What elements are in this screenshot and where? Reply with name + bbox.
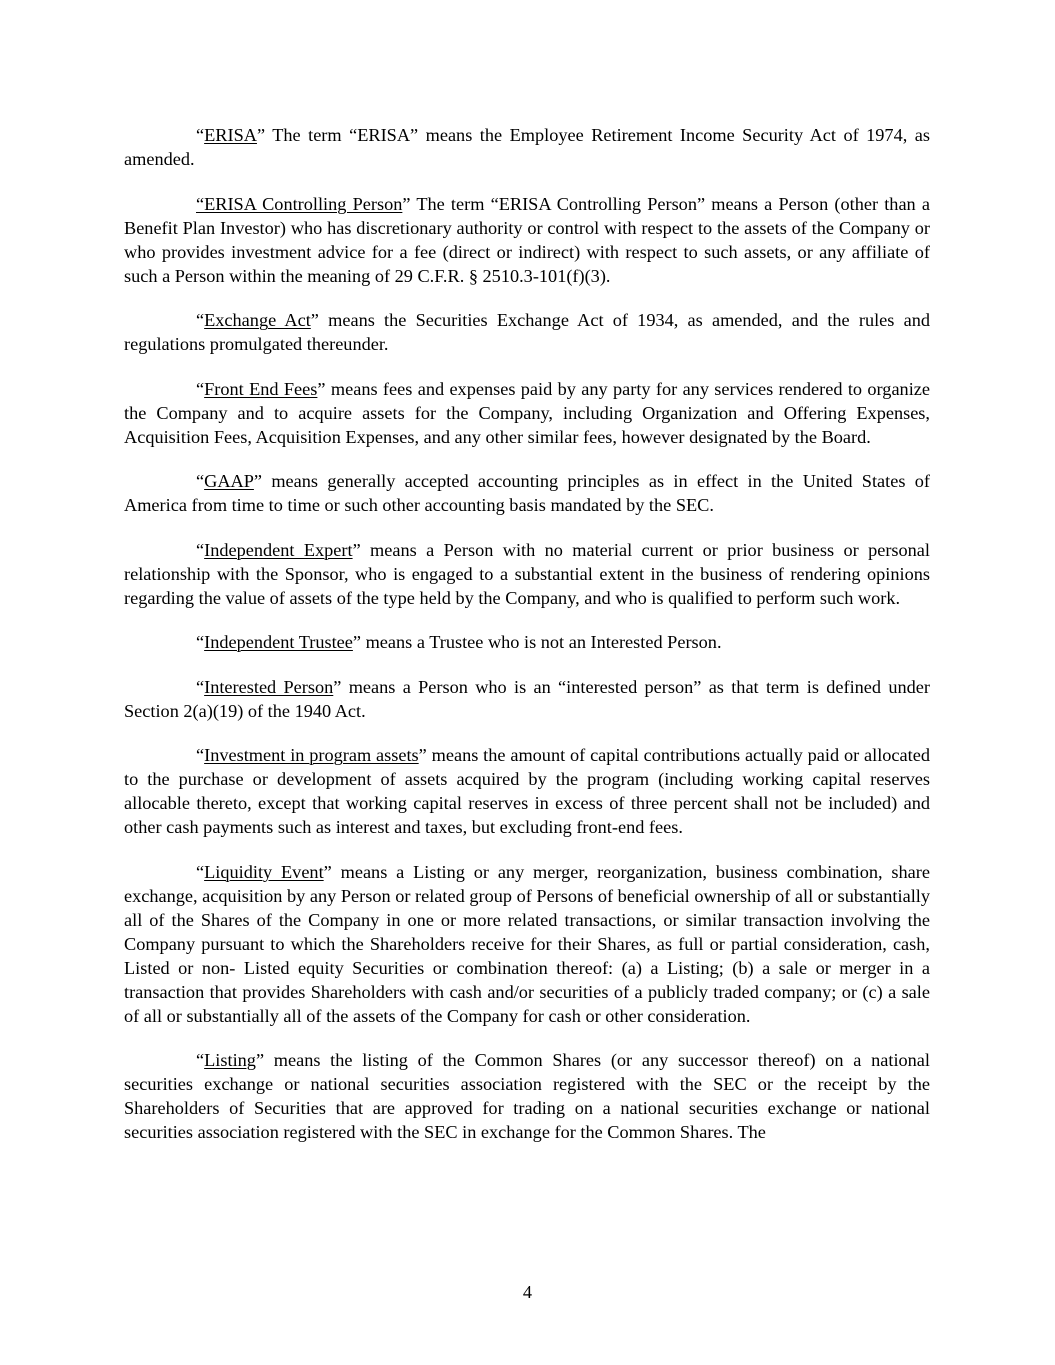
definition-text: ” means a Person who is an “interested person” as that term is defined under Section 2(a)(19) of the 1940 Act. (124, 676, 930, 721)
definition-interested-person (124, 675, 930, 723)
defined-term: Listing (204, 1050, 256, 1070)
definition-open-quote: “ (196, 378, 205, 399)
definition-exchange-act (124, 308, 930, 356)
definition-open-quote: “ (196, 471, 205, 491)
definition-independent-expert (124, 538, 930, 610)
definition-investment-in-program-assets (124, 743, 930, 839)
definition-text: ” The term “ERISA” means the Employee Retirement Income Security Act of 1974, as amended. (124, 125, 930, 169)
definition-listing (124, 1048, 930, 1144)
definition-open-quote: “ (196, 1050, 205, 1070)
defined-term: ERISA (204, 125, 257, 145)
definition-open-quote: “ (196, 310, 205, 330)
defined-term: Front End Fees (204, 378, 318, 399)
definition-text: ” means the listing of the Common Shares (or any successor thereof) on a national securities exchange or national securities association registered with the SEC or the receipt by the Shareholders of Securities that are approved for trading on a national securities exchange or national securities association registered with the SEC in exchange for the Common Shares. The (124, 1050, 930, 1142)
definition-text: ” means the Securities Exchange Act of 1934, as amended, and the rules and regulations promulgated thereunder. (124, 310, 930, 354)
definition-gaap (124, 469, 930, 517)
definition-open-quote: “ (196, 676, 205, 697)
definition-erisa-controlling-person (124, 192, 930, 288)
defined-term: Investment in program assets (204, 745, 419, 765)
page-number: 4 (522, 1282, 533, 1302)
definition-text: ” The term “ERISA Controlling Person” means a Person (other than a Benefit Plan Investor) who has discretionary authority or control with respect to the assets of the Company or who provides investment advice for a fee (direct or indirect) with respect to such assets, or any affiliate of such a Person within the meaning of 29 C.F.R. § 2510.3-101(f)(3). (124, 193, 930, 286)
defined-term: Interested Person (204, 676, 334, 697)
definition-open-quote: “ (196, 745, 205, 765)
definition-independent-trustee (124, 630, 930, 654)
definitions-section (124, 123, 930, 1165)
defined-term: Exchange Act (204, 310, 311, 330)
definition-text: ” means a Person with no material current or prior business or personal relationship with the Sponsor, who is engaged to a substantial extent in the business of rendering opinions regarding the value of assets of the type held by the Company, and who is qualified to perform such work. (124, 539, 930, 608)
definition-text: ” means a Listing or any merger, reorganization, business combination, share exchange, acquisition by any Person or related group of Persons of beneficial ownership of all or substantially all of the Shares of the Company in one or more related transactions, or similar transaction involving the Company pursuant to which the Shareholders receive for their Shares, as full or partial consideration, cash, Listed or non- Listed equity Securities or combination thereof: (a) a Listing; (b) a sale or merger in a transaction that provides Shareholders with cash and/or securities of a publicly traded company; or (c) a sale of all or substantially all of the assets of the Company for cash or other consideration. (124, 861, 930, 1026)
definition-open-quote: “ (196, 861, 205, 882)
definition-erisa (124, 123, 930, 171)
definition-open-quote: “ (196, 632, 205, 652)
definition-open-quote: “ (196, 125, 205, 145)
defined-term: Independent Expert (204, 539, 353, 560)
definition-text: ” means fees and expenses paid by any party for any services rendered to organize the Company and to acquire assets for the Company, including Organization and Offering Expenses, Acquisition Fees, Acquisition Expenses, and any other similar fees, however designated by the Board. (124, 378, 930, 447)
definition-liquidity-event (124, 860, 930, 1028)
definition-text: ” means the amount of capital contributions actually paid or allocated to the purchase or development of assets acquired by the program (including working capital reserves allocable thereto, except that working capital reserves in excess of three percent shall not be included) and other cash payments such as interest and taxes, but excluding front-end fees. (124, 745, 930, 837)
definition-open-quote: “ (196, 539, 205, 560)
definition-text: ” means generally accepted accounting principles as in effect in the United States of America from time to time or such other accounting basis mandated by the SEC. (124, 471, 930, 515)
defined-term: Independent Trustee (204, 632, 353, 652)
defined-term: GAAP (204, 471, 254, 491)
definition-front-end-fees (124, 377, 930, 449)
defined-term: “ERISA Controlling Person (196, 193, 403, 214)
definition-text: ” means a Trustee who is not an Interested Person. (352, 632, 722, 652)
defined-term: Liquidity Event (204, 861, 324, 882)
